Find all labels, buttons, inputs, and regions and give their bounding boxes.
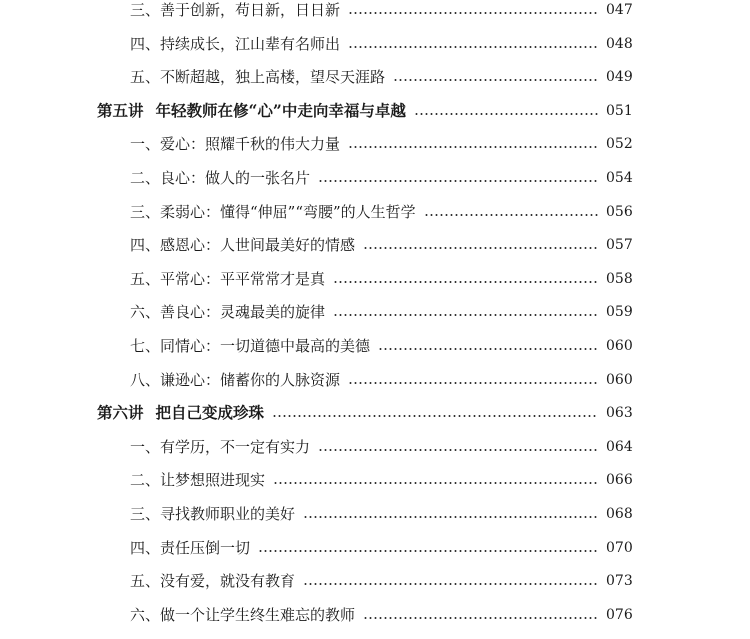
dot-leader bbox=[348, 382, 598, 384]
toc-entry[interactable] bbox=[0, 27, 750, 61]
toc-entry-title: 三、善于创新，苟日新，日日新 bbox=[130, 0, 341, 19]
toc-entry-page: 059 bbox=[606, 304, 633, 320]
toc-entry-page: 066 bbox=[606, 472, 633, 488]
dot-leader bbox=[333, 314, 598, 316]
toc-entry[interactable] bbox=[0, 228, 750, 262]
dot-leader bbox=[303, 516, 598, 518]
dot-leader bbox=[258, 550, 598, 552]
toc-entry-title: 五、平常心：平平常常才是真 bbox=[130, 269, 326, 288]
toc-entry-title: 三、寻找教师职业的美好 bbox=[130, 504, 296, 523]
toc-chapter-name: 年轻教师在修“心”中走向幸福与卓越 bbox=[155, 101, 406, 121]
toc-entry-title: 五、没有爱，就没有教育 bbox=[130, 571, 296, 590]
toc-chapter[interactable] bbox=[0, 94, 750, 128]
toc-entry-title: 七、同情心：一切道德中最高的美德 bbox=[130, 336, 371, 355]
toc-entry-page: 064 bbox=[606, 439, 633, 455]
toc-entry-page: 054 bbox=[606, 170, 633, 186]
dot-leader bbox=[303, 583, 598, 585]
toc-entry-page: 058 bbox=[606, 271, 633, 287]
dot-leader bbox=[348, 146, 598, 148]
dot-leader bbox=[378, 348, 598, 350]
toc-chapter[interactable] bbox=[0, 396, 750, 430]
toc-entry[interactable] bbox=[0, 531, 750, 565]
toc-entry[interactable] bbox=[0, 60, 750, 94]
toc-entry-page: 060 bbox=[606, 372, 633, 388]
toc-entry[interactable] bbox=[0, 127, 750, 161]
toc-entry-page: 076 bbox=[606, 607, 633, 623]
dot-leader bbox=[414, 113, 598, 115]
toc-entry-title: 三、柔弱心：懂得“伸屈”“弯腰”的人生哲学 bbox=[130, 202, 416, 221]
toc-entry[interactable] bbox=[0, 497, 750, 531]
toc-chapter-title bbox=[97, 405, 264, 421]
toc-entry-title: 一、爱心：照耀千秋的伟大力量 bbox=[130, 134, 341, 153]
toc-entry[interactable] bbox=[0, 195, 750, 229]
dot-leader bbox=[273, 482, 598, 484]
toc-entry-page: 048 bbox=[606, 36, 633, 52]
toc-entry[interactable] bbox=[0, 363, 750, 397]
toc-chapter-number: 第五讲 bbox=[97, 101, 144, 121]
toc-entry-page: 056 bbox=[606, 204, 633, 220]
toc-entry[interactable] bbox=[0, 329, 750, 363]
toc-entry-title: 八、谦逊心：储蓄你的人脉资源 bbox=[130, 370, 341, 389]
toc-entry-page: 052 bbox=[606, 136, 633, 152]
dot-leader bbox=[424, 214, 598, 216]
toc-chapter-title bbox=[97, 103, 406, 119]
toc-entry[interactable] bbox=[0, 564, 750, 598]
dot-leader bbox=[393, 79, 598, 81]
toc-entry[interactable] bbox=[0, 0, 750, 27]
toc-entry-title: 六、善良心：灵魂最美的旋律 bbox=[130, 302, 326, 321]
toc-entry-page: 070 bbox=[606, 540, 633, 556]
dot-leader bbox=[348, 12, 598, 14]
dot-leader bbox=[363, 247, 598, 249]
toc-entry-page: 068 bbox=[606, 506, 633, 522]
toc-entry[interactable] bbox=[0, 262, 750, 296]
toc-entry-title: 六、做一个让学生终生难忘的教师 bbox=[130, 605, 356, 624]
toc-entry-page: 073 bbox=[606, 573, 633, 589]
dot-leader bbox=[363, 617, 598, 619]
toc-entry-page: 049 bbox=[606, 69, 633, 85]
toc-entry[interactable] bbox=[0, 295, 750, 329]
toc-chapter-page: 051 bbox=[606, 103, 633, 119]
dot-leader bbox=[318, 180, 598, 182]
toc-entry-title: 一、有学历，不一定有实力 bbox=[130, 437, 311, 456]
dot-leader bbox=[333, 281, 598, 283]
toc-chapter-page: 063 bbox=[606, 405, 633, 421]
toc-entry[interactable] bbox=[0, 161, 750, 195]
dot-leader bbox=[348, 46, 598, 48]
toc-entry-title: 四、感恩心：人世间最美好的情感 bbox=[130, 235, 356, 254]
toc-entry[interactable] bbox=[0, 430, 750, 464]
toc-entry-title: 四、持续成长，江山辈有名师出 bbox=[130, 34, 341, 53]
dot-leader bbox=[318, 449, 598, 451]
dot-leader bbox=[272, 415, 598, 417]
toc-entry-page: 047 bbox=[606, 2, 633, 18]
toc-entry-title: 四、责任压倒一切 bbox=[130, 538, 251, 557]
toc-chapter-name: 把自己变成珍珠 bbox=[155, 403, 265, 423]
toc-chapter-number: 第六讲 bbox=[97, 403, 144, 423]
toc-entry[interactable] bbox=[0, 598, 750, 632]
toc-entry-title: 二、良心：做人的一张名片 bbox=[130, 168, 311, 187]
toc-entry-title: 二、让梦想照进现实 bbox=[130, 470, 266, 489]
toc-entry-page: 057 bbox=[606, 237, 633, 253]
toc-entry-title: 五、不断超越，独上高楼，望尽天涯路 bbox=[130, 67, 386, 86]
toc-entry-page: 060 bbox=[606, 338, 633, 354]
toc-entry[interactable] bbox=[0, 463, 750, 497]
